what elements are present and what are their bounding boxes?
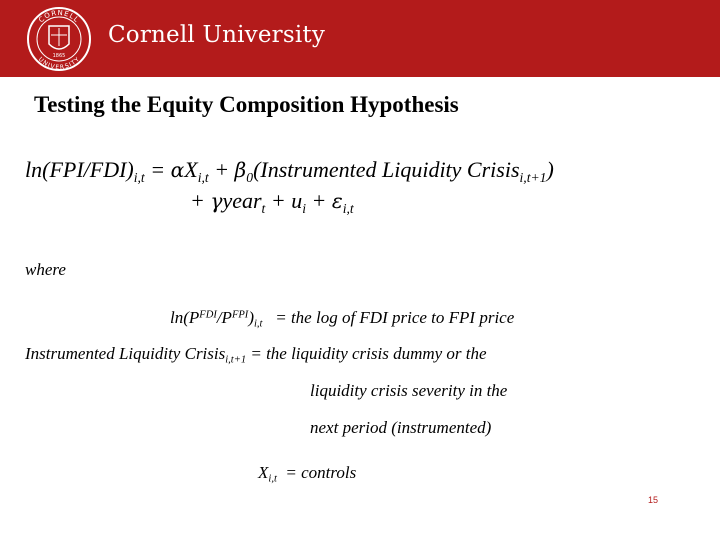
equation-line-2 [190, 188, 354, 217]
u-term: + u [265, 188, 303, 213]
definition-row-controls [258, 463, 356, 485]
def1-mid: /P [216, 308, 232, 327]
def5-sub: i,t [268, 473, 277, 485]
eq-lhs: ln(FPI/FDI) [25, 157, 134, 182]
def5-lhs: X [258, 463, 269, 482]
where-label: where [25, 260, 66, 279]
eq-plus-1: + [208, 157, 235, 182]
eq-lhs-sub: i,t [133, 169, 145, 185]
brand-wordmark: Cornell University [108, 22, 326, 48]
def1-sup-fpi: FPI [231, 309, 249, 321]
year-sub: t [261, 200, 266, 216]
seal-text-bottom: UNIVERSITY [36, 55, 82, 72]
definition-row-crisis-cont-1: liquidity crisis severity in the [310, 381, 508, 400]
header-bar [0, 0, 720, 77]
seal-year: 1865 [52, 53, 66, 59]
definition-row-crisis [25, 344, 487, 366]
def1-close: ) [248, 308, 254, 327]
def5-rhs: = controls [285, 463, 357, 482]
gamma-symbol: γ [210, 189, 223, 213]
def2-lhs: Instrumented Liquidity Crisis [25, 344, 226, 363]
beta-sub: 0 [246, 169, 254, 185]
u-sub: i [302, 200, 306, 216]
alpha-symbol: α [170, 158, 185, 182]
def2-rhs: = the liquidity crisis dummy or the [250, 344, 487, 363]
eps-sub: i,t [342, 200, 354, 216]
crisis-sub: i,t+1 [519, 169, 547, 185]
x-sub: i,t [197, 169, 209, 185]
definition-row-log-price [170, 308, 514, 330]
def1-lhs: ln(P [170, 308, 200, 327]
def1-sup-fdi: FDI [199, 309, 217, 321]
definition-row-crisis-cont-2: next period (instrumented) [310, 418, 492, 437]
page-number: 15 [648, 495, 659, 505]
year-term: year [222, 188, 262, 213]
x-var: X [184, 157, 198, 182]
epsilon-symbol: ε [331, 189, 343, 213]
close-paren: ) [546, 157, 554, 182]
eq-equals: = [144, 157, 171, 182]
eps-plus: + [306, 188, 332, 213]
beta-symbol: β [234, 158, 247, 182]
slide-title: Testing the Equity Composition Hypothesis [34, 92, 459, 117]
eq2-plus: + [190, 188, 211, 213]
seal-text-top: CORNELL [37, 8, 81, 25]
def2-sub: i,t+1 [225, 354, 247, 366]
equation-line-1 [25, 157, 554, 186]
def1-sub: i,t [253, 318, 263, 330]
crisis-term: (Instrumented Liquidity Crisis [253, 157, 520, 182]
def1-rhs: = the log of FDI price to FPI price [275, 308, 515, 327]
cornell-seal-icon [26, 6, 92, 72]
